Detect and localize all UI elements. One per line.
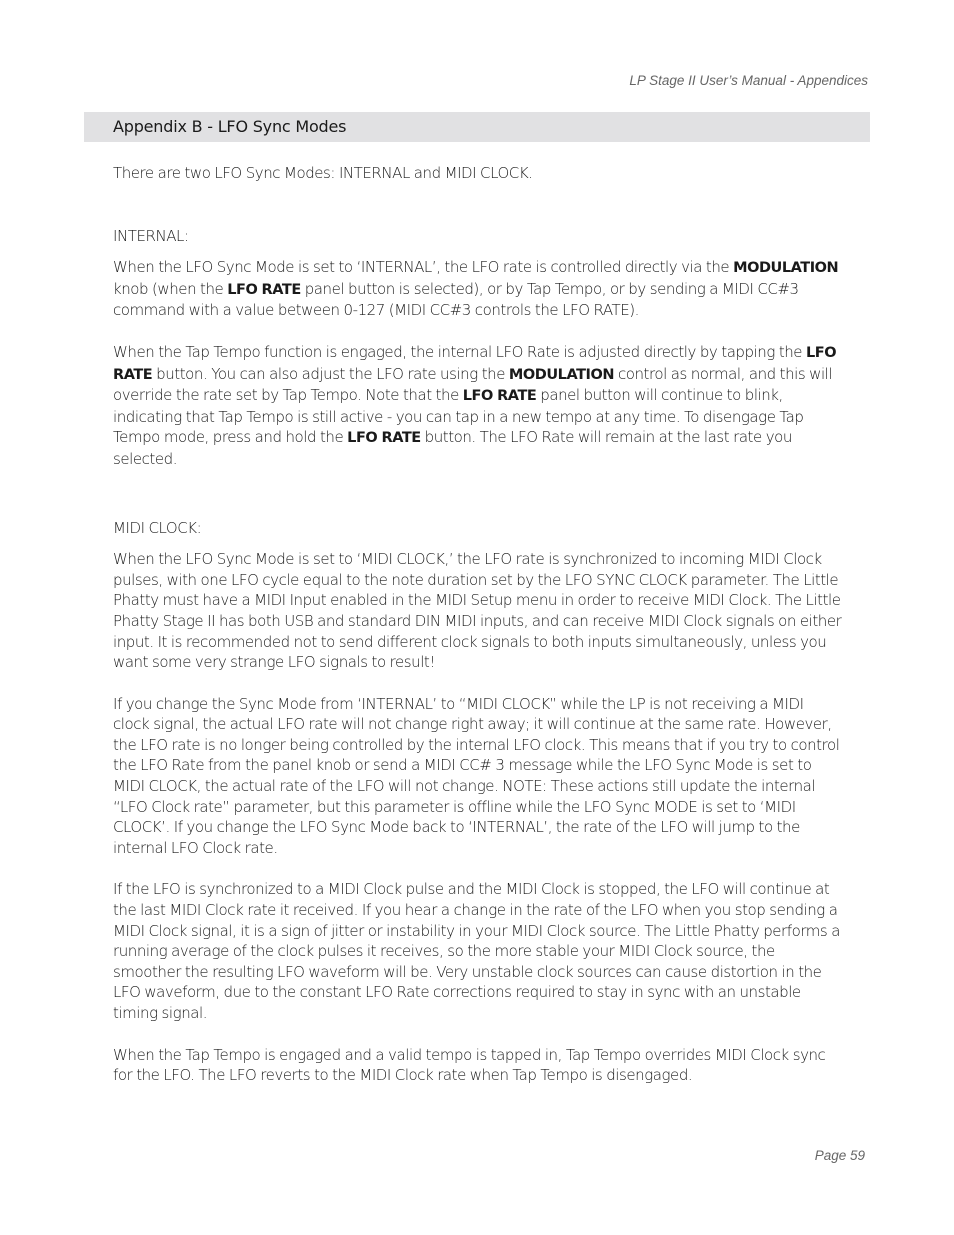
text-run: button. You can also adjust the LFO rate using the bbox=[152, 364, 509, 383]
page-number: Page 59 bbox=[814, 1148, 865, 1163]
section-title-bar bbox=[84, 112, 870, 142]
internal-heading: INTERNAL: bbox=[113, 226, 189, 245]
midi-clock-paragraph-4: When the Tap Tempo is engaged and a valid tempo is tapped in, Tap Tempo overrides MIDI Clock sync for the LFO. The LFO reverts to the MIDI Clock rate when Tap Tempo is disengaged. bbox=[113, 1045, 826, 1085]
running-header: LP Stage II User’s Manual - Appendices bbox=[629, 73, 868, 88]
text-run: When the LFO Sync Mode is set to ‘INTERNAL’, the LFO rate is controlled directly via the bbox=[113, 258, 734, 277]
control-name-lfo-rate: LFO RATE bbox=[227, 281, 301, 298]
text-run: control as normal, and this will override the rate set by Tap Tempo. Note that the bbox=[113, 364, 833, 405]
internal-paragraph-2 bbox=[113, 342, 843, 470]
control-name-modulation: MODULATION bbox=[508, 366, 615, 383]
internal-paragraph-1 bbox=[113, 257, 843, 321]
text-run: panel button will continue to blink, indicating that Tap Tempo is still active - you can tap in a new tempo at any time. To disengage Tap Tempo mode, press and hold the bbox=[113, 386, 804, 447]
midi-clock-paragraph-3: If the LFO is synchronized to a MIDI Clock pulse and the MIDI Clock is stopped, the LFO will continue at the last MIDI Clock rate it received. If you hear a change in the rate of the LFO when you stop sending a MIDI Clock signal, it is a sign of jitter or instability in your MIDI Clock source. The Little Phatty performs a running average of the clock pulses it receives, so the more stable your MIDI Clock source, the smoother the resulting LFO waveform will be. Very unstable clock sources can cause distortion in the LFO waveform, due to the constant LFO Rate corrections required to stay in sync with an unstable timing signal. bbox=[113, 880, 840, 1022]
body-content bbox=[113, 163, 843, 1086]
section-title: Appendix B - LFO Sync Modes bbox=[113, 117, 347, 136]
text-run: knob (when the bbox=[113, 279, 228, 298]
text-run: When the Tap Tempo function is engaged, the internal LFO Rate is adjusted directly by tapping the bbox=[113, 342, 807, 361]
text-run: button. The LFO Rate will remain at the last rate you selected. bbox=[113, 428, 792, 468]
text-run: panel button is selected), or by Tap Tempo, or by sending a MIDI CC#3 command with a value between 0-127 (MIDI CC#3 controls the LFO RATE). bbox=[113, 279, 799, 320]
midi-clock-paragraph-1: When the LFO Sync Mode is set to ‘MIDI CLOCK,’ the LFO rate is synchronized to incoming MIDI Clock pulses, with one LFO cycle equal to the note duration set by the LFO SYNC CLOCK parameter. The Little Phatty must have a MIDI Input enabled in the MIDI Setup menu in order to receive MIDI Clock. The Little Phatty Stage II has both USB and standard DIN MIDI inputs, and can receive MIDI Clock signals on either input. It is recommended not to send different clock signals to both inputs simultaneously, unless you want some very strange LFO signals to result! bbox=[113, 550, 842, 672]
midi-clock-heading: MIDI CLOCK: bbox=[113, 518, 202, 537]
control-name-lfo-rate: LFO RATE bbox=[462, 388, 537, 405]
midi-clock-paragraph-2: If you change the Sync Mode from ‘INTERNAL’ to “MIDI CLOCK” while the LP is not receiving a MIDI clock signal, the actual LFO rate will not change right away; it will continue at the same rate. However, the LFO rate is no longer being controlled by the internal LFO clock. This means that if you try to control the LFO Rate from the panel knob or send a MIDI CC# 3 message while the LFO Sync Mode is set to MIDI CLOCK, the actual rate of the LFO will not change. NOTE: These actions still update the internal “LFO Clock rate” parameter, but this parameter is offline while the LFO Sync MODE is set to ‘MIDI CLOCK’. If you change the LFO Sync Mode back to ‘INTERNAL’, the rate of the LFO will jump to the internal LFO Clock rate. bbox=[113, 694, 840, 857]
control-name-lfo-rate: LFO RATE bbox=[113, 344, 837, 383]
control-name-lfo-rate: LFO RATE bbox=[347, 430, 421, 447]
control-name-modulation: MODULATION bbox=[733, 260, 839, 277]
intro-paragraph: There are two LFO Sync Modes: INTERNAL and MIDI CLOCK. bbox=[113, 164, 533, 182]
